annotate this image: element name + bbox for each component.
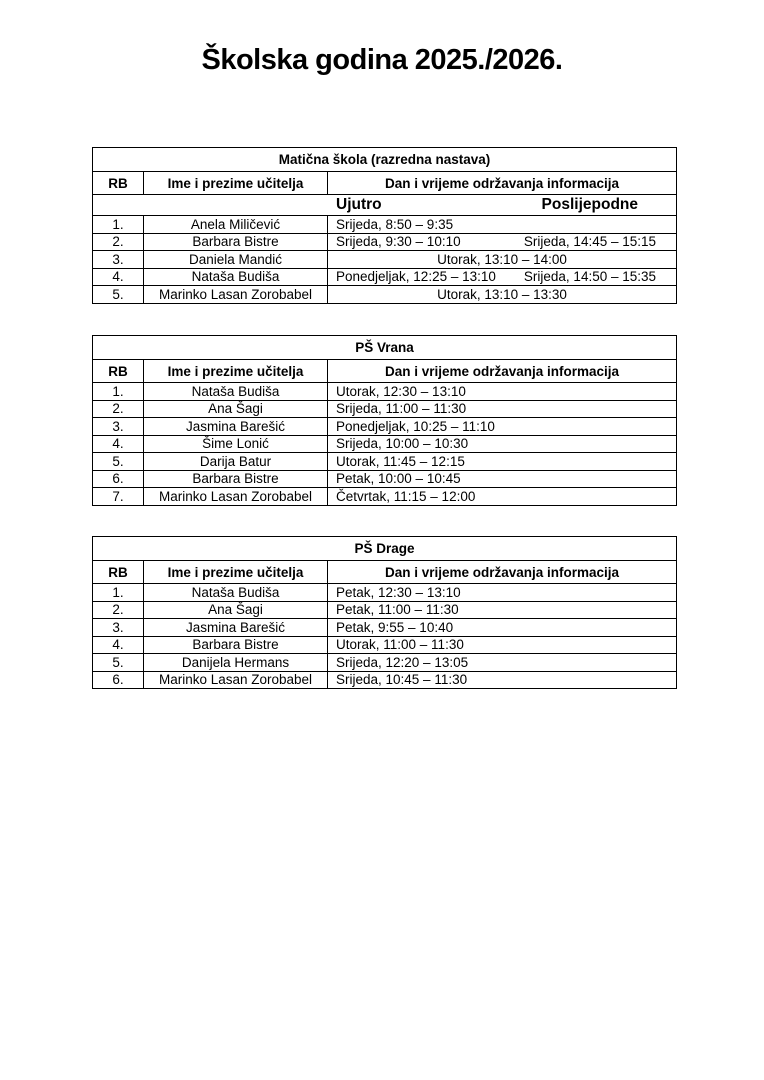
column-header-time: Dan i vrijeme održavanja informacija [328,561,677,584]
table-row [93,286,677,304]
table-row [93,601,677,619]
rb-cell: 2. [93,400,144,418]
table-row [93,435,677,453]
teacher-name-cell: Jasmina Barešić [144,619,328,637]
table-title-row [93,537,677,561]
table-row [93,216,677,234]
teacher-name-cell: Nataša Budiša [144,383,328,401]
column-header-time: Dan i vrijeme održavanja informacija [328,360,677,383]
table-row [93,619,677,637]
rb-cell: 5. [93,453,144,471]
teacher-name-cell: Marinko Lasan Zorobabel [144,671,328,689]
time-cell: Srijeda, 11:00 – 11:30 [328,400,677,418]
teacher-name-cell: Barbara Bistre [144,233,328,251]
time-cell: Petak, 12:30 – 13:10 [328,584,677,602]
time-cell: Petak, 11:00 – 11:30 [328,601,677,619]
subheader-wrap [93,196,676,214]
table-row [93,654,677,672]
time-wrap [328,217,676,232]
time-cell: Srijeda, 10:00 – 10:30 [328,435,677,453]
table-subheader-row [93,195,677,216]
time-wrap [328,269,676,284]
table-row [93,251,677,269]
teacher-name-cell: Šime Lonić [144,435,328,453]
morning-time: Ponedjeljak, 12:25 – 13:10 [336,269,496,285]
table-row [93,584,677,602]
time-cell: Petak, 9:55 – 10:40 [328,619,677,637]
column-header-rb: RB [93,561,144,584]
time-cell: Srijeda, 12:20 – 13:05 [328,654,677,672]
rb-cell: 4. [93,435,144,453]
teacher-name-cell: Nataša Budiša [144,584,328,602]
time-cell: Utorak, 13:10 – 14:00 [328,251,677,269]
teacher-name-cell: Nataša Budiša [144,268,328,286]
time-cell: Utorak, 11:45 – 12:15 [328,453,677,471]
rb-cell: 7. [93,488,144,506]
rb-cell: 2. [93,233,144,251]
table-row [93,383,677,401]
morning-time: Srijeda, 9:30 – 10:10 [336,234,461,250]
column-header-rb: RB [93,172,144,195]
teacher-name-cell: Marinko Lasan Zorobabel [144,488,328,506]
table-row [93,453,677,471]
time-cell [328,268,677,286]
rb-cell: 2. [93,601,144,619]
table-row [93,488,677,506]
time-wrap [328,234,676,249]
table-title-row [93,336,677,360]
teacher-name-cell: Jasmina Barešić [144,418,328,436]
time-cell: Srijeda, 10:45 – 11:30 [328,671,677,689]
time-cell [328,233,677,251]
rb-cell: 6. [93,470,144,488]
table-maticna-skola [92,147,677,304]
rb-cell: 1. [93,584,144,602]
table-header-row [93,360,677,383]
rb-cell: 4. [93,636,144,654]
document-title: Školska godina 2025./2026. [201,44,563,76]
rb-cell: 3. [93,251,144,269]
teacher-name-cell: Anela Miličević [144,216,328,234]
table-row [93,418,677,436]
time-cell [328,216,677,234]
table-title-row [93,148,677,172]
teacher-name-cell: Barbara Bistre [144,470,328,488]
column-header-name: Ime i prezime učitelja [144,561,328,584]
table-title: Matična škola (razredna nastava) [93,148,677,172]
teacher-name-cell: Danijela Hermans [144,654,328,672]
table-title: PŠ Drage [93,537,677,561]
table-header-row [93,172,677,195]
time-cell: Utorak, 11:00 – 11:30 [328,636,677,654]
subheader-morning: Ujutro [336,196,382,213]
subheader-afternoon: Poslijepodne [541,196,639,213]
column-header-name: Ime i prezime učitelja [144,172,328,195]
column-header-name: Ime i prezime učitelja [144,360,328,383]
subheader-cell [93,195,677,216]
teacher-name-cell: Daniela Mandić [144,251,328,269]
rb-cell: 1. [93,383,144,401]
table-ps-vrana [92,335,677,506]
time-cell: Utorak, 13:10 – 13:30 [328,286,677,304]
table-row [93,636,677,654]
table-row [93,470,677,488]
table-row [93,233,677,251]
teacher-name-cell: Ana Šagi [144,601,328,619]
rb-cell: 6. [93,671,144,689]
table-row [93,671,677,689]
morning-time: Srijeda, 8:50 – 9:35 [336,216,454,232]
table-ps-drage [92,536,677,689]
teacher-name-cell: Darija Batur [144,453,328,471]
afternoon-time: Srijeda, 14:45 – 15:15 [523,234,657,250]
teacher-name-cell: Ana Šagi [144,400,328,418]
teacher-name-cell: Marinko Lasan Zorobabel [144,286,328,304]
afternoon-time: Srijeda, 14:50 – 15:35 [523,269,657,285]
rb-cell: 4. [93,268,144,286]
column-header-rb: RB [93,360,144,383]
column-header-time: Dan i vrijeme održavanja informacija [328,172,677,195]
rb-cell: 1. [93,216,144,234]
table-header-row [93,561,677,584]
rb-cell: 5. [93,286,144,304]
rb-cell: 3. [93,619,144,637]
rb-cell: 3. [93,418,144,436]
teacher-name-cell: Barbara Bistre [144,636,328,654]
time-cell: Četvrtak, 11:15 – 12:00 [328,488,677,506]
table-title: PŠ Vrana [93,336,677,360]
time-cell: Petak, 10:00 – 10:45 [328,470,677,488]
time-cell: Ponedjeljak, 10:25 – 11:10 [328,418,677,436]
table-row [93,400,677,418]
rb-cell: 5. [93,654,144,672]
table-row [93,268,677,286]
time-cell: Utorak, 12:30 – 13:10 [328,383,677,401]
